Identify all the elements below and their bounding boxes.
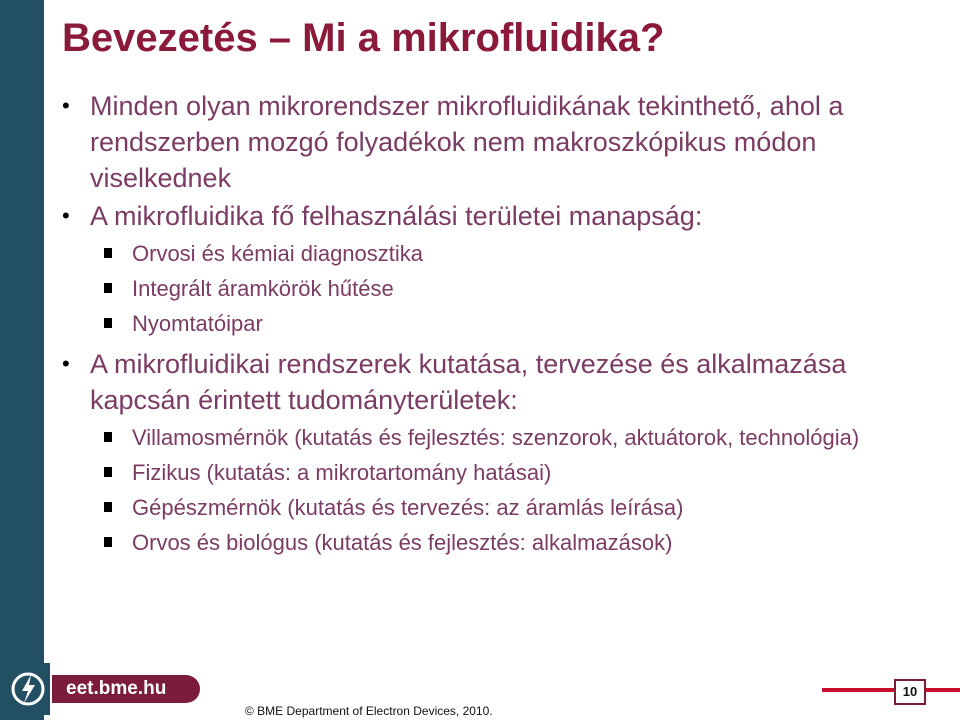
sub-bullet-text: Villamosmérnök (kutatás és fejlesztés: szenzorok, aktuátorok, technológia) (132, 425, 860, 450)
sub-bullet-text: Fizikus (kutatás: a mikrotartomány hatásai) (132, 460, 552, 485)
square-bullet-icon (104, 502, 112, 512)
footer-divider (926, 688, 960, 692)
bullet-text: A mikrofluidikai rendszerek kutatása, tervezése és alkalmazása kapcsán érintett tudományterületek: (90, 349, 847, 415)
sub-bullet-item (60, 271, 945, 306)
slide-title: Bevezetés – Mi a mikrofluidika? (62, 16, 665, 60)
sub-bullet-item (60, 236, 945, 271)
square-bullet-icon (104, 283, 112, 293)
bullet-dot-icon: • (62, 93, 70, 118)
bullet-text: A mikrofluidika fő felhasználási területei manapság: (90, 201, 703, 231)
bullet-fields (60, 346, 945, 418)
sub-bullet-text: Orvosi és kémiai diagnosztika (132, 241, 424, 266)
bullet-dot-icon: • (62, 351, 70, 376)
square-bullet-icon (104, 537, 112, 547)
square-bullet-icon (104, 467, 112, 477)
copyright-text: © BME Department of Electron Devices, 2010. (245, 704, 493, 718)
sub-bullet-text: Gépészmérnök (kutatás és tervezés: az áramlás leírása) (132, 495, 684, 520)
sub-bullet-text: Nyomtatóipar (132, 311, 263, 336)
footer-site-link[interactable]: eet.bme.hu (52, 675, 200, 703)
slide-content (60, 88, 945, 560)
square-bullet-icon (104, 432, 112, 442)
bullet-dot-icon: • (62, 203, 70, 228)
sub-bullet-item (60, 420, 945, 455)
bullet-application-areas (60, 198, 945, 234)
bme-logo-icon (6, 663, 50, 715)
sub-bullet-text: Integrált áramkörök hűtése (132, 276, 394, 301)
left-accent-bar (0, 0, 44, 720)
sub-bullet-item (60, 455, 945, 490)
sub-bullet-text: Orvos és biológus (kutatás és fejlesztés: alkalmazások) (132, 530, 673, 555)
bullet-definition (60, 88, 945, 196)
square-bullet-icon (104, 318, 112, 328)
bullet-text: Minden olyan mikrorendszer mikrofluidikának tekinthető, ahol a rendszerben mozgó folyadékok nem makroszkópikus módon viselkednek (90, 91, 844, 193)
sub-bullet-item (60, 490, 945, 525)
page-number: 10 (894, 679, 926, 705)
sub-bullet-item (60, 525, 945, 560)
square-bullet-icon (104, 248, 112, 258)
sub-bullet-item (60, 306, 945, 341)
footer-divider (822, 688, 894, 692)
